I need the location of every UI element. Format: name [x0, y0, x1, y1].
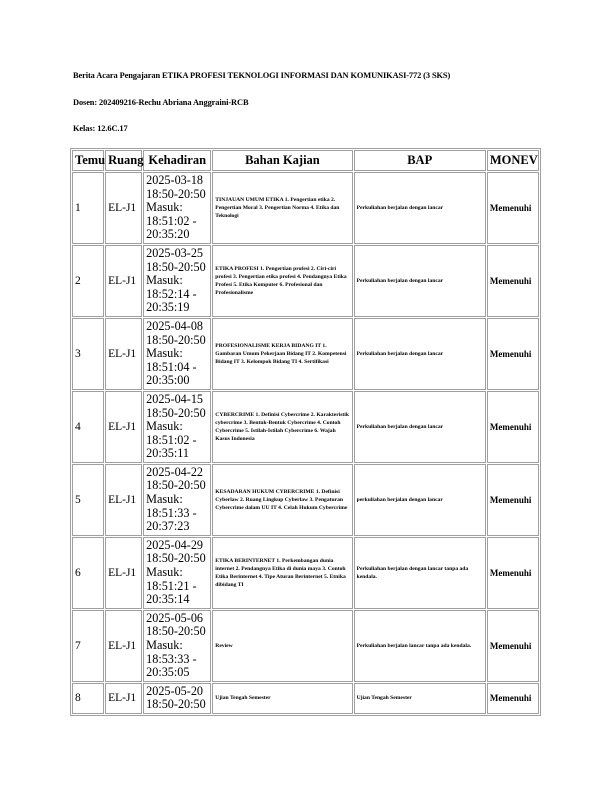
cell-temu: 2: [72, 245, 104, 317]
cell-monev: Memenuhi: [487, 391, 539, 463]
cell-monev: Memenuhi: [487, 610, 539, 682]
cell-bap: Perkuliahan berjalan lancar tanpa ada kendala.: [354, 610, 486, 682]
cell-bap: Perkuliahan berjalan dengan lancar: [354, 318, 486, 390]
cell-monev: Memenuhi: [487, 683, 539, 714]
cell-ruang: EL-J1: [105, 464, 142, 536]
col-header-ruang: Ruang: [105, 150, 142, 171]
col-header-bap: BAP: [354, 150, 486, 171]
cell-kehadiran: 2025-03-18 18:50-20:50 Masuk: 18:51:02 - 20:35:20: [143, 172, 211, 244]
table-row: [72, 610, 539, 682]
cell-bap: perkuliahan berjalan dengan lancar: [354, 464, 486, 536]
cell-kehadiran: 2025-05-20 18:50-20:50: [143, 683, 211, 714]
cell-ruang: EL-J1: [105, 683, 142, 714]
table-row: [72, 391, 539, 463]
document-title: Berita Acara Pengajaran ETIKA PROFESI TEKNOLOGI INFORMASI DAN KOMUNIKASI-772 (3 SKS): [73, 71, 451, 80]
table-row: [72, 537, 539, 609]
cell-ruang: EL-J1: [105, 537, 142, 609]
class-line: Kelas: 12.6C.17: [73, 124, 128, 133]
cell-bahan-kajian: ETIKA PROFESI 1. Pengertian profesi 2. Ciri-ciri profesi 3. Pengertian etika profesi 4. Pendangnya Etika Profesi 5. Etika Komputer 6. Profesional dan Profesionalisme: [212, 245, 352, 317]
cell-kehadiran: 2025-03-25 18:50-20:50 Masuk: 18:52:14 - 20:35:19: [143, 245, 211, 317]
attendance-table: [70, 148, 541, 716]
cell-kehadiran: 2025-04-29 18:50-20:50 Masuk: 18:51:21 - 20:35:14: [143, 537, 211, 609]
cell-ruang: EL-J1: [105, 391, 142, 463]
table-row: [72, 683, 539, 714]
cell-temu: 3: [72, 318, 104, 390]
cell-monev: Memenuhi: [487, 537, 539, 609]
cell-bahan-kajian: PROFESIONALISME KERJA BIDANG IT 1. Gambaran Umum Pekerjaan Bidang IT 2. Kompetensi Bidang IT 3. Kelompok Bidang TI 4. Sertifikasi: [212, 318, 352, 390]
cell-monev: Memenuhi: [487, 318, 539, 390]
table-header-row: [72, 150, 539, 171]
table-row: [72, 464, 539, 536]
cell-bap: Perkuliahan berjalan dengan lancar: [354, 172, 486, 244]
cell-ruang: EL-J1: [105, 172, 142, 244]
cell-monev: Memenuhi: [487, 245, 539, 317]
cell-bahan-kajian: TINJAUAN UMUM ETIKA 1. Pengertian etika 2. Pengertian Moral 3. Pengertian Norma 4. Etika dan Teknologi: [212, 172, 352, 244]
cell-kehadiran: 2025-04-08 18:50-20:50 Masuk: 18:51:04 - 20:35:00: [143, 318, 211, 390]
col-header-temu: Temu: [72, 150, 104, 171]
cell-kehadiran: 2025-04-15 18:50-20:50 Masuk: 18:51:02 - 20:35:11: [143, 391, 211, 463]
cell-temu: 1: [72, 172, 104, 244]
cell-temu: 7: [72, 610, 104, 682]
col-header-bahan-kajian: Bahan Kajian: [212, 150, 352, 171]
cell-bap: Ujian Tengah Semester: [354, 683, 486, 714]
cell-bahan-kajian: Ujian Tengah Semester: [212, 683, 352, 714]
cell-bap: Perkuliahan berjalan dengan lancar: [354, 391, 486, 463]
cell-bahan-kajian: ETIKA BERINTERNET 1. Perkembangan dunia internet 2. Pendangnya Etika di dunia maya 3. Contoh Etika Berinternet 4. Tipe Aturan Berinternet 5. Etnika dibidang TI: [212, 537, 352, 609]
table-row: [72, 172, 539, 244]
cell-ruang: EL-J1: [105, 318, 142, 390]
cell-temu: 8: [72, 683, 104, 714]
cell-ruang: EL-J1: [105, 245, 142, 317]
cell-temu: 6: [72, 537, 104, 609]
cell-bahan-kajian: CYBERCRIME 1. Definisi Cybercrime 2. Karakteristik cybercrime 3. Bentuk-Bentuk Cybercrime 4. Contoh Cybercrime 5. Istilah-Istilah Cybercrime 6. Wajah Kasus Indonesia: [212, 391, 352, 463]
cell-bap: Perkuliahan berjalan dengan lancar tanpa ada kendala.: [354, 537, 486, 609]
cell-monev: Memenuhi: [487, 172, 539, 244]
col-header-monev: MONEV: [487, 150, 539, 171]
cell-kehadiran: 2025-04-22 18:50-20:50 Masuk: 18:51:33 - 20:37:23: [143, 464, 211, 536]
cell-temu: 5: [72, 464, 104, 536]
table-row: [72, 245, 539, 317]
cell-bahan-kajian: KESADARAN HUKUM CYBERCRIME 1. Definisi Cyberlaw 2. Ruang Lingkup Cyberlaw 3. Pengaturan Cybercrime dalam UU IT 4. Celah Hukum Cybercrime: [212, 464, 352, 536]
lecturer-line: Dosen: 202409216-Rechu Abriana Anggraini-RCB: [73, 98, 249, 107]
cell-bap: Perkuliahan berjalan dengan lancar: [354, 245, 486, 317]
col-header-kehadiran: Kehadiran: [143, 150, 211, 171]
table-row: [72, 318, 539, 390]
cell-monev: Memenuhi: [487, 464, 539, 536]
cell-temu: 4: [72, 391, 104, 463]
cell-bahan-kajian: Review: [212, 610, 352, 682]
cell-kehadiran: 2025-05-06 18:50-20:50 Masuk: 18:53:33 - 20:35:05: [143, 610, 211, 682]
cell-ruang: EL-J1: [105, 610, 142, 682]
